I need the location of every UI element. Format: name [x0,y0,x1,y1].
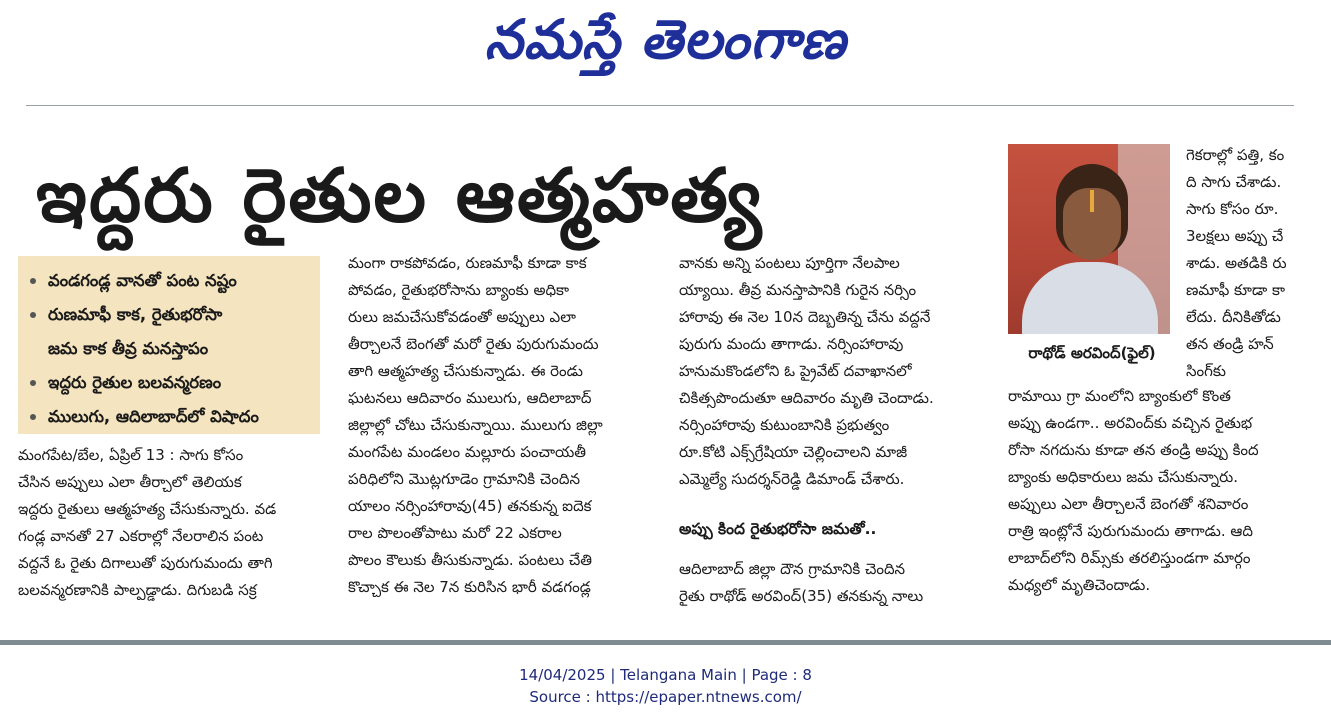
text-line: య్యాయి. తీవ్ర మనస్తాపానికి గురైన నర్సిం [679,281,917,299]
text-line: నర్సింహారావు కుటుంబానికి ప్రభుత్వం [679,416,890,434]
masthead-divider [26,105,1294,106]
highlight-item [26,366,314,400]
text-line: పోవడం, రైతుభరోసాను బ్యాంకు అధికా [348,281,570,299]
highlight-text: వండగండ్ల వానతో పంట నష్టం [48,271,237,290]
text-line: బలవన్మరణానికి పాల్పడ్డాడు. దిగుబడి సక్ర [18,581,257,599]
text-line: కొచ్చాక ఈ నెల 7న కురిసిన భారీ వడగండ్ల [348,578,591,596]
footer-divider [0,640,1331,645]
article-headline: ఇద్దరు రైతుల ఆత్మహత్య [36,153,764,239]
bullet-icon [30,414,36,420]
text-line: యాలం నర్సింహారావు(45) తనకున్న ఐదెక [348,497,592,515]
text-line: బ్యాంకు అధికారులు జమ చేసుకున్నారు. [1008,468,1238,486]
text-line: గెకరాల్లో పత్తి, కం [1186,146,1285,164]
text-line: చేసిన అప్పులు ఎలా తీర్చాలో తెలియక [18,473,242,491]
text-line: ణమాఫీ కూడా కా [1186,281,1285,299]
text-line: మధ్యలో మృతిచెందాడు. [1008,576,1151,594]
text-line: అప్పులు ఎలా తీర్చాలనే బెంగతో శనివారం [1008,495,1249,513]
article-column-4-top [1186,142,1316,385]
photo-caption: రాథోడ్ అరవింద్(ఫైల్) [1028,344,1156,362]
text-line: జిల్లాల్లో చోటు చేసుకున్నాయి. ములుగు జిల్లా [348,416,603,434]
text-line: చికిత్సపొందుతూ ఆదివారం మృతి చెందాడు. [679,389,934,407]
text-line: మంగపేట మండలం మల్లూరు పంచాయతీ [348,443,587,461]
highlight-text: రుణమాఫీ కాక, రైతుభరోసా [48,305,223,324]
text-line: ది సాగు చేశాడు. [1186,173,1282,191]
article-column-2 [348,250,652,601]
text-line: హనుమకొండలోని ఓ ప్రైవేట్ దవాఖానలో [679,362,912,380]
highlight-text: ములుగు, ఆదిలాబాద్‌లో విషాదం [48,407,259,426]
text-line: ఎమ్మెల్యే సుదర్శన్‌రెడ్డి డిమాండ్ చేశారు. [679,470,905,488]
footer [0,664,1331,708]
highlight-text: జమ కాక తీవ్ర మనస్తాపం [48,339,209,358]
text-line: రామాయి గ్రా మంలోని బ్యాంకులో కొంత [1008,387,1231,405]
text-line: శాడు. అతడికి రు [1186,254,1287,272]
text-line: లేదు. దీనికితోడు [1186,308,1281,326]
text-line: రాల పొలంతోపాటు మరో 22 ఎకరాల [348,524,562,542]
highlight-item [26,400,314,434]
text-line: రోసా నగదును కూడా తన తండ్రి అప్పు కింద [1008,441,1259,459]
newspaper-masthead: నమస్తే తెలంగాణ [484,8,847,71]
text-line: రులు జమచేసుకోవడంతో అప్పులు ఎలా [348,308,576,326]
text-line: రూ.కోటి ఎక్స్‌గ్రేషియా చెల్లించాలని మాజీ [679,443,908,461]
farmer-photo [1008,144,1170,334]
text-line: ఆదిలాబాద్ జిల్లా దౌన గ్రామానికి చెందిన [679,560,906,578]
footer-date-page: 14/04/2025 | Telangana Main | Page : 8 [519,666,812,684]
text-line: 3లక్షలు అప్పు చే [1186,227,1284,245]
text-line: తాగి ఆత్మహత్య చేసుకున్నాడు. ఈ రెండు [348,362,583,380]
footer-source[interactable]: Source : https://epaper.ntnews.com/ [529,688,802,706]
highlight-item [26,264,314,298]
text-line: పురుగు మందు తాగాడు. నర్సింహారావు [679,335,904,353]
text-line: వద్దనే ఓ రైతు దిగాలుతో పురుగుమందు తాగి [18,554,273,572]
text-line: ఇద్దరు రైతులు ఆత్మహత్య చేసుకున్నారు. వడ [18,500,277,518]
highlight-text: ఇద్దరు రైతుల బలవన్మరణం [48,373,222,392]
bullet-icon [30,380,36,386]
article-column-3 [679,250,979,493]
text-line: పరిధిలోని మొట్లగూడెం గ్రామానికి చెందిన [348,470,580,488]
text-line: రైతు రాథోడ్ అరవింద్(35) తనకున్న నాలు [679,587,924,605]
text-line: వానకు అన్ని పంటలు పూర్తిగా నేలపాల [679,254,900,272]
text-line: ఘటనలు ఆదివారం ములుగు, ఆదిలాబాద్ [348,389,592,407]
text-line: గండ్ల వానతో 27 ఎకరాల్లో నేలరాలిన పంట [18,527,264,545]
text-line: తన తండ్రి హన్ [1186,335,1274,353]
article-column-4-bottom [1008,383,1316,599]
text-line: అప్పు ఉండగా.. అరవింద్‌కు వచ్చిన రైతుభ [1008,414,1253,432]
highlights-box [18,256,320,434]
article-subheading: అప్పు కింద రైతుభరోసా జమతో.. [679,520,877,538]
text-line: సింగ్‌కు [1186,362,1226,380]
article-column-3-continued [679,556,979,610]
article-column-1 [18,442,320,604]
text-line: రాత్రి ఇంట్లోనే పురుగుమందు తాగాడు. ఆది [1008,522,1253,540]
bullet-icon [30,278,36,284]
text-line: మంగపేట/బేల, ఏప్రిల్ 13 : సాగు కోసం [18,446,244,464]
text-line: పొలం కౌలుకు తీసుకున్నాడు. పంటలు చేతి [348,551,593,569]
bullet-icon [30,312,36,318]
text-line: తీర్చాలనే బెంగతో మరో రైతు పురుగుమందు [348,335,599,353]
highlight-item [26,298,314,366]
text-line: హారావు ఈ నెల 10న దెబ్బతిన్న చేను వద్దనే [679,308,931,326]
text-line: సాగు కోసం రూ. [1186,200,1279,218]
text-line: మంగా రాకపోవడం, రుణమాఫీ కూడా కాక [348,254,587,272]
text-line: లాబాద్‌లోని రిమ్స్‌కు తరలిస్తుండగా మార్గం [1008,549,1251,567]
